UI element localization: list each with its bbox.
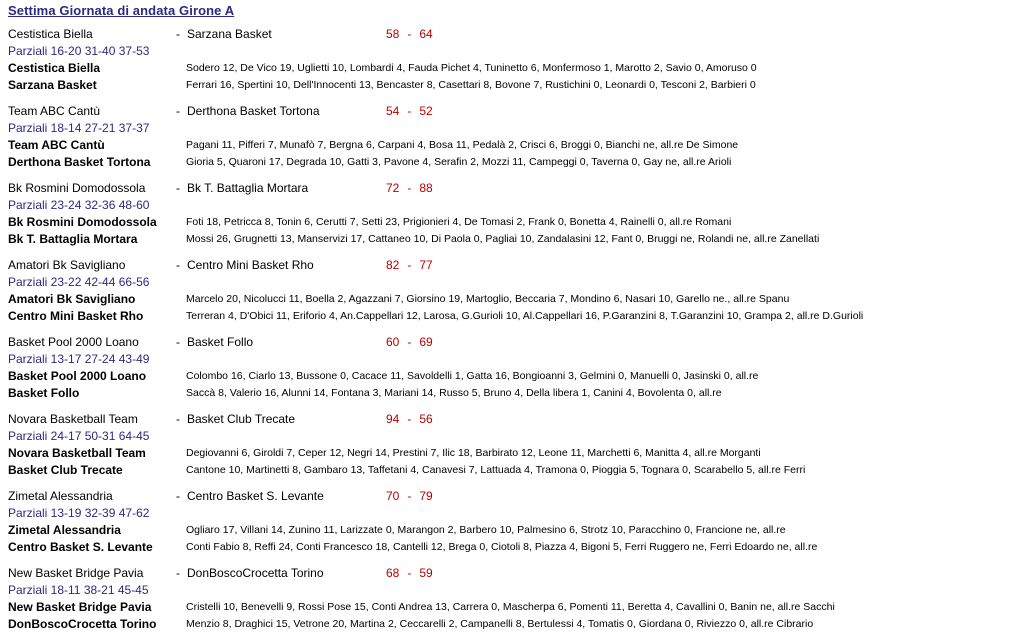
partial-scores: Parziali 18-11 38-21 45-45 (8, 583, 149, 597)
home-team-label: Cestistica Biella (8, 61, 101, 75)
match-dash: - (176, 489, 180, 503)
score-separator: - (407, 27, 412, 41)
home-players: Foti 18, Petricca 8, Tonin 6, Cerutti 7, Setti 23, Prigionieri 4, De Tomasi 2, Frank 0, Bonetta 4, Rainelli 0, all.re Romani (186, 216, 732, 228)
final-score (386, 26, 433, 43)
home-team-name: Bk Rosmini Domodossola (8, 181, 146, 195)
away-team-name: Centro Basket S. Levante (187, 489, 324, 503)
away-team-label: Centro Basket S. Levante (8, 540, 153, 554)
away-team-name: Derthona Basket Tortona (187, 104, 320, 118)
match-dash: - (176, 104, 180, 118)
away-score: 77 (419, 258, 433, 272)
home-team-label: Novara Basketball Team (8, 446, 146, 460)
away-players: Ferrari 16, Spertini 10, Dell'Innocenti 13, Bencaster 8, Casettari 8, Bovone 7, Rustichini 0, Leonardi 0, Tesconi 2, Barbieri 0 (186, 79, 756, 91)
away-team-name: Basket Follo (187, 335, 254, 349)
home-players: Cristelli 10, Benevelli 9, Rossi Pose 15, Conti Andrea 13, Carrera 0, Mascherpa 6, Pomenti 11, Beretta 4, Cavallini 0, Banin ne, all.re Sacchi (186, 601, 835, 613)
final-score (386, 257, 433, 274)
home-players: Sodero 12, De Vico 19, Uglietti 10, Lombardi 4, Fauda Pichet 4, Tuninetto 6, Monfermoso 1, Marotto 2, Savio 0, Amoruso 0 (186, 62, 757, 74)
game-block (0, 26, 1014, 103)
home-score: 54 (386, 104, 400, 118)
score-separator: - (407, 258, 412, 272)
score-separator: - (407, 104, 412, 118)
away-team-name: Sarzana Basket (187, 27, 272, 41)
match-dash: - (176, 27, 180, 41)
final-score (386, 180, 433, 197)
score-separator: - (407, 335, 412, 349)
game-block (0, 180, 1014, 257)
home-team-name: Amatori Bk Savigliano (8, 258, 126, 272)
away-players: Cantone 10, Martinetti 8, Gambaro 13, Taffetani 4, Canavesi 7, Lattuada 4, Tramona 0, Pioggia 5, Tognara 0, Scarabello 5, all.re Ferri (186, 464, 806, 476)
home-team-name: Basket Pool 2000 Loano (8, 335, 139, 349)
partial-scores: Parziali 24-17 50-31 64-45 (8, 429, 150, 443)
away-team-label: Basket Follo (8, 386, 80, 400)
game-block (0, 411, 1014, 488)
away-team-label: Basket Club Trecate (8, 463, 123, 477)
score-separator: - (407, 181, 412, 195)
home-team-name: Zimetal Alessandria (8, 489, 113, 503)
game-block (0, 257, 1014, 334)
home-score: 58 (386, 27, 400, 41)
final-score (386, 334, 433, 351)
final-score (386, 565, 433, 582)
home-score: 70 (386, 489, 400, 503)
score-separator: - (407, 489, 412, 503)
away-team-label: Centro Mini Basket Rho (8, 309, 144, 323)
away-team-label: DonBoscoCrocetta Torino (8, 617, 157, 631)
away-team-name: DonBoscoCrocetta Torino (187, 566, 324, 580)
score-separator: - (407, 566, 412, 580)
home-team-name: New Basket Bridge Pavia (8, 566, 144, 580)
home-team-label: Amatori Bk Savigliano (8, 292, 136, 306)
score-separator: - (407, 412, 412, 426)
partial-scores: Parziali 23-24 32-36 48-60 (8, 198, 150, 212)
away-players: Terreran 4, D'Obici 11, Eriforio 4, An.Cappellari 12, Larosa, G.Gurioli 10, Al.Cappellari 16, P.Garanzini 8, T.Garanzini 10, Grampa 2, all.re D.Gurioli (186, 310, 864, 322)
match-dash: - (176, 181, 180, 195)
away-team-label: Sarzana Basket (8, 78, 97, 92)
away-score: 79 (419, 489, 433, 503)
match-dash: - (176, 335, 180, 349)
away-score: 88 (419, 181, 433, 195)
home-team-label: Zimetal Alessandria (8, 523, 121, 537)
home-players: Colombo 16, Ciarlo 13, Bussone 0, Cacace 11, Savoldelli 1, Gatta 16, Bongioanni 3, Gelmini 0, Manuelli 0, Jasinski 0, all.re (186, 370, 759, 382)
away-team-label: Derthona Basket Tortona (8, 155, 151, 169)
home-score: 94 (386, 412, 400, 426)
game-block (0, 488, 1014, 565)
game-block (0, 565, 1014, 642)
match-dash: - (176, 412, 180, 426)
game-block (0, 103, 1014, 180)
final-score (386, 411, 433, 428)
home-players: Pagani 11, Pifferi 7, Munafò 7, Bergna 6, Carpani 4, Bosa 11, Pedalà 2, Crisci 6, Broggi 0, Bianchi ne, all.re De Simone (186, 139, 739, 151)
final-score (386, 488, 433, 505)
home-players: Degiovanni 6, Giroldi 7, Ceper 12, Negri 14, Prestini 7, Ilic 18, Barbirato 12, Leone 11, Marchetti 6, Manitta 4, all.re Morganti (186, 447, 761, 459)
home-team-name: Novara Basketball Team (8, 412, 138, 426)
final-score (386, 103, 433, 120)
partial-scores: Parziali 13-17 27-24 43-49 (8, 352, 150, 366)
away-players: Mossi 26, Grugnetti 13, Manservizi 17, Cattaneo 10, Di Paola 0, Pagliai 10, Zandalasini 12, Fant 0, Bruggi ne, Rolandi ne, all.re Zanellati (186, 233, 820, 245)
away-players: Gioria 5, Quaroni 17, Degrada 10, Gatti 3, Pavone 4, Serafin 2, Mozzi 11, Campeggi 0, Taverna 0, Gay ne, all.re Arioli (186, 156, 732, 168)
away-players: Conti Fabio 8, Reffi 24, Conti Francesco 18, Cantelli 12, Brega 0, Ciotoli 8, Piazza 4, Bigoni 5, Ferri Ruggero ne, Ferri Edoardo ne, all.re (186, 541, 818, 553)
away-score: 64 (419, 27, 433, 41)
match-dash: - (176, 566, 180, 580)
away-team-label: Bk T. Battaglia Mortara (8, 232, 138, 246)
home-team-label: Bk Rosmini Domodossola (8, 215, 157, 229)
game-block (0, 334, 1014, 411)
home-players: Ogliaro 17, Villani 14, Zunino 11, Larizzate 0, Marangon 2, Barbero 10, Palmesino 6, Strotz 10, Paracchino 0, Francione ne, all.re (186, 524, 786, 536)
home-score: 68 (386, 566, 400, 580)
home-score: 60 (386, 335, 400, 349)
partial-scores: Parziali 23-22 42-44 66-56 (8, 275, 150, 289)
away-team-name: Bk T. Battaglia Mortara (187, 181, 309, 195)
home-players: Marcelo 20, Nicolucci 11, Boella 2, Agazzani 7, Giorsino 19, Martoglio, Beccaria 7, Mondino 6, Nasari 10, Garello ne., all.re Spanu (186, 293, 790, 305)
home-team-name: Cestistica Biella (8, 27, 93, 41)
away-score: 56 (419, 412, 433, 426)
away-team-name: Centro Mini Basket Rho (187, 258, 314, 272)
away-score: 52 (419, 104, 433, 118)
away-score: 69 (419, 335, 433, 349)
away-players: Saccà 8, Valerio 16, Alunni 14, Fontana 3, Mariani 14, Russo 5, Bruno 4, Della libera 1, Canini 4, Bovolenta 0, all.re (186, 387, 722, 399)
home-team-label: Team ABC Cantù (8, 138, 105, 152)
home-team-label: Basket Pool 2000 Loano (8, 369, 147, 383)
home-team-label: New Basket Bridge Pavia (8, 600, 152, 614)
partial-scores: Parziali 18-14 27-21 37-37 (8, 121, 150, 135)
away-players: Menzio 8, Draghici 15, Vetrone 20, Martina 2, Ceccarelli 2, Campanelli 8, Bertulessi 4, Tomatis 0, Giordana 0, Riviezzo 0, all.re Cibrario (186, 618, 814, 630)
partial-scores: Parziali 13-19 32-39 47-62 (8, 506, 150, 520)
home-score: 72 (386, 181, 400, 195)
home-score: 82 (386, 258, 400, 272)
away-team-name: Basket Club Trecate (187, 412, 296, 426)
home-team-name: Team ABC Cantù (8, 104, 101, 118)
away-score: 59 (419, 566, 433, 580)
match-dash: - (176, 258, 180, 272)
page-title[interactable]: Settima Giornata di andata Girone A (8, 3, 235, 18)
partial-scores: Parziali 16-20 31-40 37-53 (8, 44, 150, 58)
